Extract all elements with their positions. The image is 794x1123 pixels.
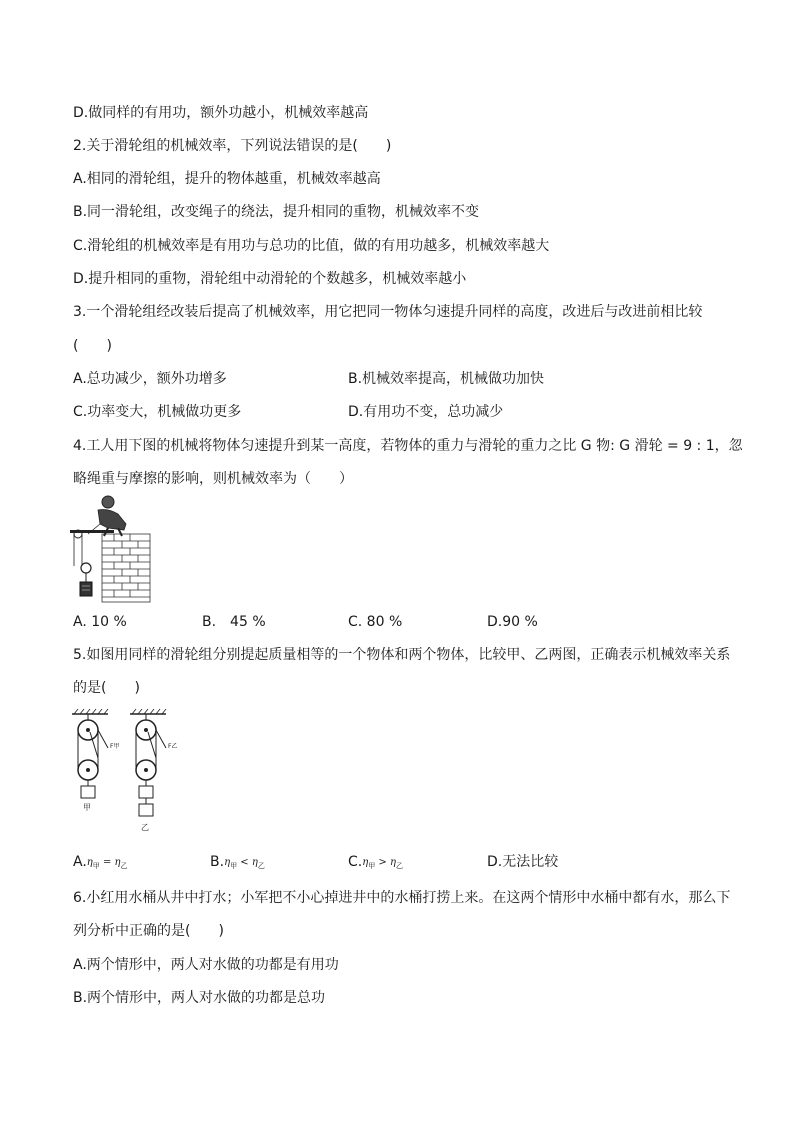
q6-stem: 6.小红用水桶从井中打水；小军把不小心掉进井中的水桶打捞上来。在这两个情形中水桶中都有水，那么下: [73, 890, 731, 906]
eta-relation-gt: $\eta_甲 > \eta_乙$: [362, 857, 403, 870]
pulley-system-jia: [72, 709, 119, 812]
q4-option-a: A. 10 %: [73, 614, 127, 630]
q3-option-a: A.总功减少，额外功增多: [73, 371, 227, 387]
q2-option-d: D.提升相同的重物，滑轮组中动滑轮的个数越多，机械效率越小: [73, 271, 467, 287]
q2-stem: 2.关于滑轮组的机械效率，下列说法错误的是( ): [73, 138, 392, 154]
worker-pulley-figure: [68, 494, 152, 606]
q2-option-a: A.相同的滑轮组，提升的物体越重，机械效率越高: [73, 171, 381, 187]
q6-stem-cont: 列分析中正确的是( ): [73, 923, 224, 939]
q4-option-b: B. 45 %: [202, 614, 266, 630]
label-yi: 乙: [141, 823, 149, 832]
q2-option-c: C.滑轮组的机械效率是有用功与总功的比值，做的有用功越多，机械效率越大: [73, 238, 550, 254]
label-jia: 甲: [83, 803, 91, 812]
q4-stem-cont: 略绳重与摩擦的影响，则机械效率为（ ）: [73, 471, 353, 487]
force-label-jia: F甲: [110, 743, 120, 750]
q4-stem: 4.工人用下图的机械将物体匀速提升到某一高度，若物体的重力与滑轮的重力之比 G 物: G 滑轮 = 9 : 1，忽: [73, 438, 743, 454]
q4-option-c: C. 80 %: [348, 614, 403, 630]
q3-stem-cont: ( ): [73, 338, 112, 354]
q4-option-d: D.90 %: [487, 614, 538, 630]
q6-option-a: A.两个情形中，两人对水做的功都是有用功: [73, 957, 339, 973]
q5-option-c: $C.\eta_甲 > \eta_乙$: [348, 854, 403, 870]
eta-relation-lt: $\eta_甲 < \eta_乙$: [224, 857, 265, 870]
q5-stem: 5.如图用同样的滑轮组分别提起质量相等的一个物体和两个物体，比较甲、乙两图，正确表示机械效率关系: [73, 647, 731, 663]
q5-stem-cont: 的是( ): [73, 680, 140, 696]
eta-relation-eq: $\eta_甲 = \eta_乙$: [86, 857, 128, 870]
q3-stem: 3.一个滑轮组经改装后提高了机械效率，用它把同一物体匀速提升同样的高度，改进后与改进前相比较: [73, 304, 703, 320]
q6-option-b: B.两个情形中，两人对水做的功都是总功: [73, 990, 326, 1006]
q3-option-d: D.有用功不变，总功减少: [348, 404, 504, 420]
q2-option-b: B.同一滑轮组，改变绳子的绕法，提升相同的重物，机械效率不变: [73, 204, 480, 220]
q3-option-b: B.机械效率提高，机械做功加快: [348, 371, 545, 387]
q5-option-a: $A.\eta_甲 = \eta_乙$: [73, 854, 128, 870]
q5-option-b: $B.\eta_甲 < \eta_乙$: [210, 854, 265, 870]
pulley-comparison-figure: [68, 708, 190, 834]
pulley-system-yi: [130, 709, 177, 832]
force-label-yi: F乙: [168, 743, 178, 750]
q3-option-c: C.功率变大，机械做功更多: [73, 404, 242, 420]
q5-option-d: D.无法比较: [487, 854, 559, 870]
q1-option-d: D.做同样的有用功，额外功越小，机械效率越高: [73, 105, 369, 121]
